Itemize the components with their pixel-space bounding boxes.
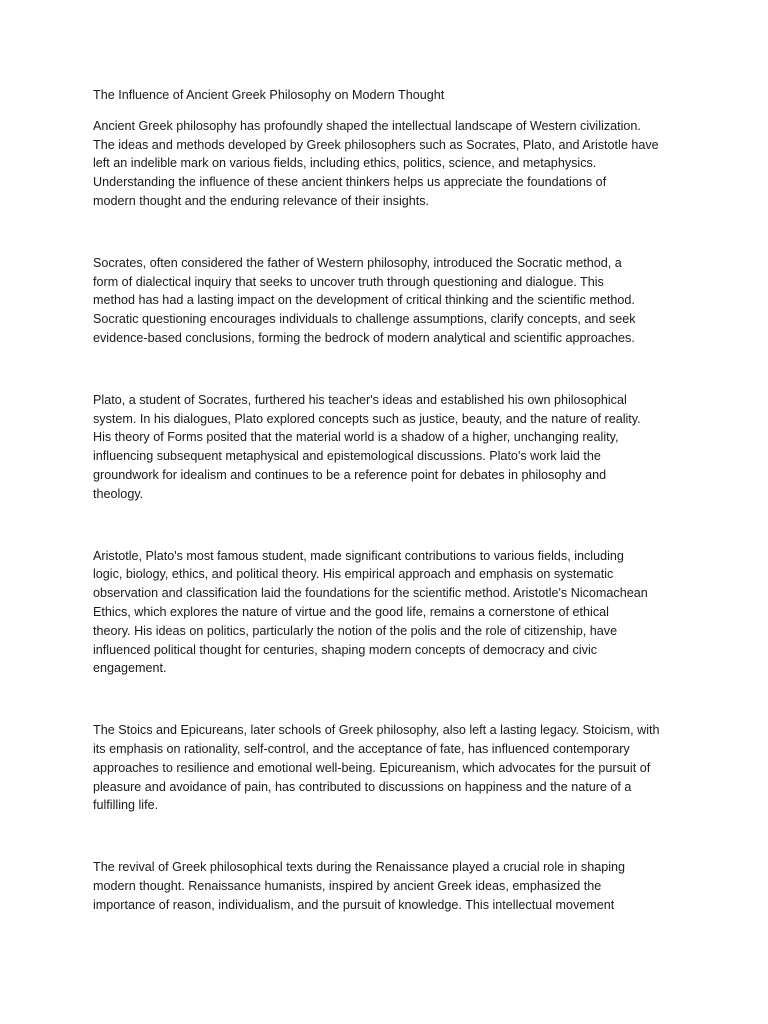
paragraph-line: observation and classification laid the foundations for the scientific method. Aristotle's Nicomachean	[93, 586, 648, 601]
paragraph-line: evidence-based conclusions, forming the bedrock of modern analytical and scientific approaches.	[93, 330, 635, 345]
paragraph-line: Plato, a student of Socrates, furthered his teacher's ideas and established his own philosophical	[93, 392, 627, 407]
paragraph-line: fulfilling life.	[93, 798, 159, 813]
paragraph-line: theology.	[93, 486, 144, 501]
document-title: The Influence of Ancient Greek Philosophy on Modern Thought	[93, 88, 445, 102]
paragraph-line: The revival of Greek philosophical texts during the Renaissance played a crucial role in shaping	[93, 860, 626, 875]
paragraph-line: Ethics, which explores the nature of virtue and the good life, remains a cornerstone of ethical	[93, 604, 609, 619]
body-paragraph	[93, 547, 679, 679]
body-paragraph	[93, 721, 679, 815]
paragraph-line: importance of reason, individualism, and the pursuit of knowledge. This intellectual movement	[93, 897, 615, 912]
body-paragraph	[93, 117, 679, 211]
paragraph-list	[93, 117, 679, 915]
paragraph-line: modern thought and the enduring relevance of their insights.	[93, 193, 430, 208]
paragraph-line: The Stoics and Epicureans, later schools of Greek philosophy, also left a lasting legacy. Stoicism, with	[93, 723, 660, 738]
paragraph-line: Socratic questioning encourages individuals to challenge assumptions, clarify concepts, and seek	[93, 312, 636, 327]
paragraph-line: Aristotle, Plato's most famous student, made significant contributions to various fields, including	[93, 548, 624, 563]
paragraph-line: Socrates, often considered the father of Western philosophy, introduced the Socratic method, a	[93, 255, 622, 270]
document-body	[93, 86, 679, 958]
body-paragraph	[93, 858, 679, 914]
paragraph-line: His theory of Forms posited that the material world is a shadow of a higher, unchanging reality,	[93, 430, 619, 445]
paragraph-line: left an indelible mark on various fields, including ethics, politics, science, and metaphysics.	[93, 156, 597, 171]
paragraph-line: approaches to resilience and emotional well-being. Epicureanism, which advocates for the pursuit of	[93, 760, 651, 775]
paragraph-line: logic, biology, ethics, and political theory. His empirical approach and emphasis on systematic	[93, 567, 614, 582]
paragraph-line: influencing subsequent metaphysical and epistemological discussions. Plato's work laid the	[93, 449, 601, 464]
paragraph-line: system. In his dialogues, Plato explored concepts such as justice, beauty, and the nature of reality.	[93, 411, 641, 426]
paragraph-line: theory. His ideas on politics, particularly the notion of the polis and the role of citizenship, have	[93, 623, 618, 638]
paragraph-line: groundwork for idealism and continues to be a reference point for debates in philosophy and	[93, 467, 607, 482]
paragraph-line: influenced political thought for centuries, shaping modern concepts of democracy and civic	[93, 642, 598, 657]
body-paragraph	[93, 254, 679, 348]
paragraph-line: its emphasis on rationality, self-control, and the acceptance of fate, has influenced contemporary	[93, 741, 630, 756]
paragraph-line: form of dialectical inquiry that seeks to uncover truth through questioning and dialogue. This	[93, 274, 604, 289]
body-paragraph	[93, 391, 679, 504]
paragraph-line: pleasure and avoidance of pain, has contributed to discussions on happiness and the nature of a	[93, 779, 632, 794]
paragraph-line: The ideas and methods developed by Greek philosophers such as Socrates, Plato, and Aristotle have	[93, 137, 659, 152]
paragraph-line: method has had a lasting impact on the development of critical thinking and the scientific method.	[93, 293, 635, 308]
paragraph-line: engagement.	[93, 661, 167, 676]
paragraph-line: Understanding the influence of these ancient thinkers helps us appreciate the foundations of	[93, 175, 607, 190]
paragraph-line: modern thought. Renaissance humanists, inspired by ancient Greek ideas, emphasized the	[93, 878, 602, 893]
paragraph-line: Ancient Greek philosophy has profoundly shaped the intellectual landscape of Western civilization.	[93, 118, 641, 133]
